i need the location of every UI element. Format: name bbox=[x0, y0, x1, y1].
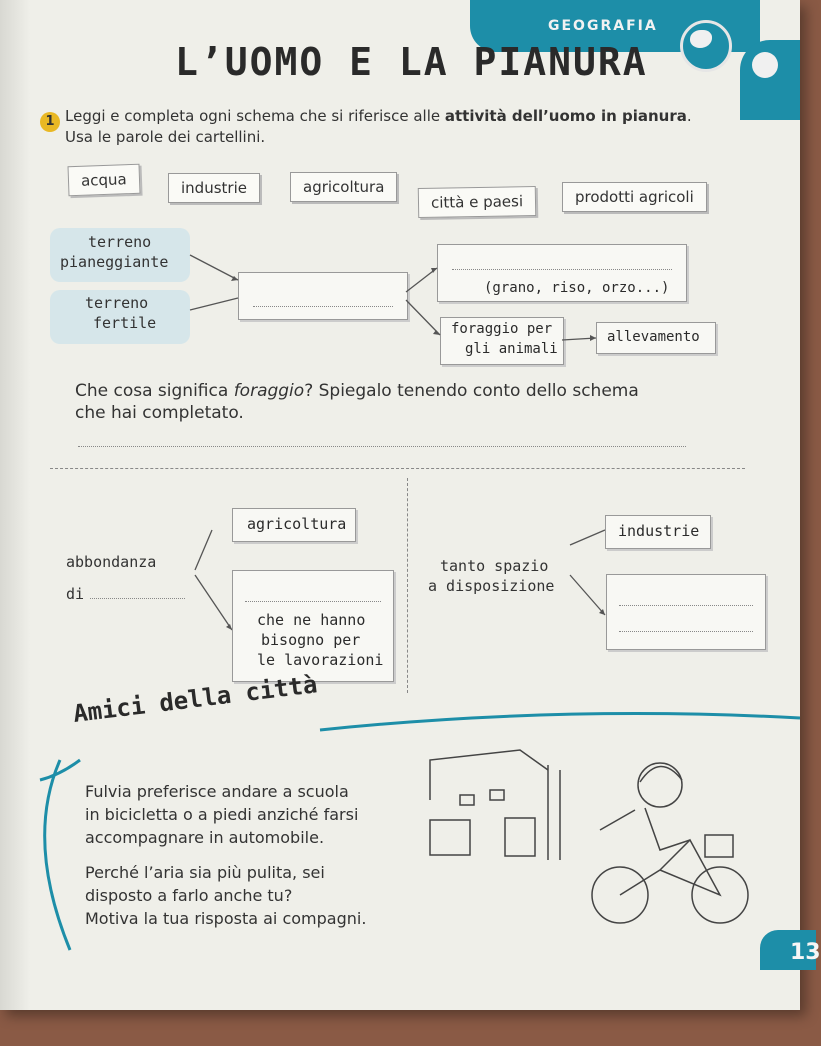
label-pianeggiante: pianeggiante bbox=[60, 253, 169, 271]
subject-label: GEOGRAFIA bbox=[548, 18, 658, 34]
instruction-end: . bbox=[686, 107, 692, 125]
label-a-disposizione: a disposizione bbox=[428, 577, 555, 595]
word-card-industrie: industrie bbox=[168, 173, 260, 203]
lavorazioni-line3: le lavorazioni bbox=[257, 651, 384, 669]
label-tanto-spazio: tanto spazio bbox=[440, 557, 549, 575]
industrie-label: industrie bbox=[618, 522, 700, 540]
question-text-a: Che cosa significa bbox=[75, 381, 234, 401]
agricoltura-label: agricoltura bbox=[247, 515, 347, 533]
exercise-number-badge: 1 bbox=[40, 112, 60, 132]
page-title: L’UOMO E LA PIANURA bbox=[175, 40, 648, 84]
question-line2: che hai completato. bbox=[75, 403, 244, 423]
lavorazioni-line2: bisogno per bbox=[261, 631, 361, 649]
word-card-citta-e-paesi: città e paesi bbox=[418, 186, 537, 218]
label-di: di bbox=[66, 585, 85, 603]
label-fertile: fertile bbox=[93, 314, 157, 332]
instruction-bold: attività dell’uomo in pianura bbox=[444, 107, 687, 125]
story-line: in bicicletta o a piedi anziché farsi bbox=[85, 805, 359, 824]
foraggio-line2: gli animali bbox=[465, 341, 558, 357]
question-text-b: ? Spiegalo tenendo conto dello schema bbox=[304, 381, 639, 401]
label-terreno-2: terreno bbox=[85, 294, 149, 312]
story-line: Fulvia preferisce andare a scuola bbox=[85, 782, 349, 801]
label-abbondanza: abbondanza bbox=[66, 553, 157, 571]
word-card-agricoltura: agricoltura bbox=[290, 172, 397, 202]
story-line: Perché l’aria sia più pulita, sei bbox=[85, 863, 325, 882]
word-card-acqua: acqua bbox=[67, 164, 140, 196]
label-terreno-1: terreno bbox=[88, 233, 152, 251]
examples-text: (grano, riso, orzo...) bbox=[484, 280, 670, 296]
question-italic: foraggio bbox=[233, 381, 305, 401]
instruction-text: Leggi e completa ogni schema che si riferisce alle bbox=[65, 107, 445, 125]
lavorazioni-line1: che ne hanno bbox=[257, 611, 366, 629]
story-line: disposto a farlo anche tu? bbox=[85, 886, 293, 905]
story-line: accompagnare in automobile. bbox=[85, 828, 325, 847]
word-card-prodotti-agricoli: prodotti agricoli bbox=[562, 182, 707, 212]
amici-title: Amici della città bbox=[71, 670, 319, 728]
foraggio-line1: foraggio per bbox=[451, 321, 553, 337]
instruction-line2: Usa le parole dei cartellini. bbox=[65, 128, 266, 146]
page-number: 13 bbox=[790, 940, 821, 965]
allevamento-label: allevamento bbox=[607, 329, 700, 345]
story-line: Motiva la tua risposta ai compagni. bbox=[85, 909, 367, 928]
